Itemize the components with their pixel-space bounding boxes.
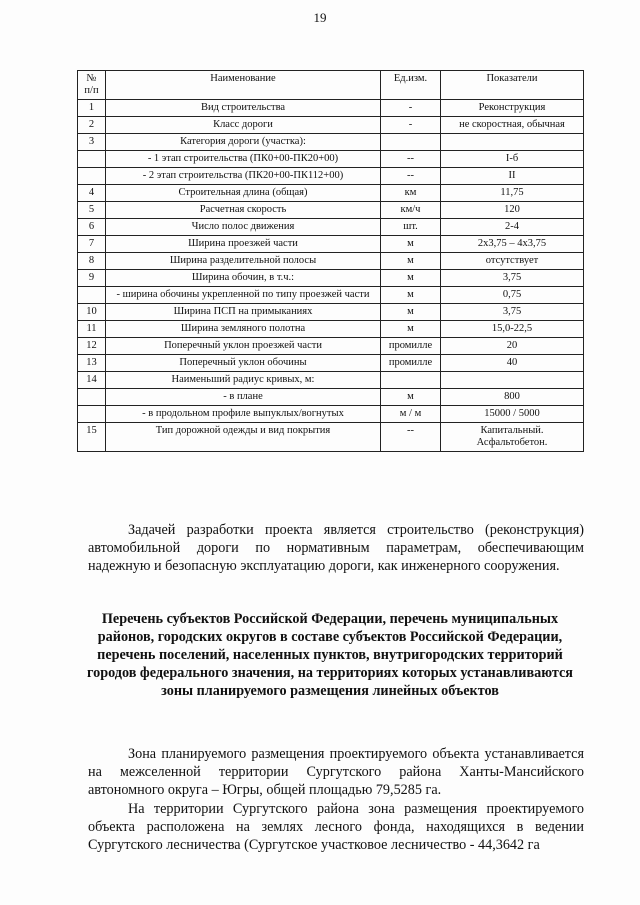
row-unit: м [381, 236, 441, 253]
page-number: 19 [313, 10, 327, 25]
row-value: 2-4 [441, 219, 584, 236]
row-name: - ширина обочины укрепленной по типу проезжей части [106, 287, 381, 304]
row-number: 5 [78, 202, 106, 219]
row-number: 14 [78, 372, 106, 389]
road-parameters-table [77, 70, 584, 452]
row-unit: -- [381, 168, 441, 185]
row-name: Вид строительства [106, 100, 381, 117]
row-number [78, 151, 106, 168]
table-header-row [78, 71, 584, 100]
row-number: 10 [78, 304, 106, 321]
row-value: 3,75 [441, 270, 584, 287]
row-value: Реконструкция [441, 100, 584, 117]
row-value: Капитальный. Асфальтобетон. [441, 423, 584, 452]
row-unit: - [381, 117, 441, 134]
row-unit: м [381, 321, 441, 338]
table-row [78, 406, 584, 423]
table-row [78, 304, 584, 321]
row-number [78, 168, 106, 185]
section-heading: Перечень субъектов Российской Федерации, перечень муниципальных районов, городских округов в составе субъектов Российской Федерации, перечень поселений, населенных пунктов, внутригородских территорий городов федерального значения, на территориях которых устанавливаются зоны планируемого размещения линейных объектов [87, 611, 573, 699]
row-unit [381, 372, 441, 389]
row-value: не скоростная, обычная [441, 117, 584, 134]
row-unit: км [381, 185, 441, 202]
row-unit: м [381, 270, 441, 287]
row-value [441, 134, 584, 151]
row-name: Число полос движения [106, 219, 381, 236]
table-row [78, 253, 584, 270]
row-value: 3,75 [441, 304, 584, 321]
row-number: 1 [78, 100, 106, 117]
table-row [78, 151, 584, 168]
table-row [78, 100, 584, 117]
row-number: 11 [78, 321, 106, 338]
row-unit: промилле [381, 338, 441, 355]
row-number [78, 287, 106, 304]
row-unit: -- [381, 423, 441, 452]
row-number: 15 [78, 423, 106, 452]
row-number: 4 [78, 185, 106, 202]
row-value: отсутствует [441, 253, 584, 270]
row-value: 2х3,75 – 4х3,75 [441, 236, 584, 253]
table-row [78, 287, 584, 304]
col-header-number: № п/п [78, 71, 106, 100]
row-name: Ширина земляного полотна [106, 321, 381, 338]
row-unit: м [381, 389, 441, 406]
row-value: II [441, 168, 584, 185]
row-name: - в продольном профиле выпуклых/вогнутых [106, 406, 381, 423]
row-name: Поперечный уклон проезжей части [106, 338, 381, 355]
table-row [78, 185, 584, 202]
row-value: 40 [441, 355, 584, 372]
row-name: Тип дорожной одежды и вид покрытия [106, 423, 381, 452]
table-row [78, 236, 584, 253]
row-name: Строительная длина (общая) [106, 185, 381, 202]
row-value [441, 372, 584, 389]
table-row [78, 321, 584, 338]
row-number: 6 [78, 219, 106, 236]
row-value: 20 [441, 338, 584, 355]
row-value: 800 [441, 389, 584, 406]
row-number [78, 406, 106, 423]
row-value: 15000 / 5000 [441, 406, 584, 423]
row-unit [381, 134, 441, 151]
table-row [78, 202, 584, 219]
row-name: Класс дороги [106, 117, 381, 134]
row-name: Ширина проезжей части [106, 236, 381, 253]
table-row [78, 270, 584, 287]
row-value: I-б [441, 151, 584, 168]
paragraph-project-goal: Задачей разработки проекта является строительство (реконструкция) автомобильной дороги по нормативным параметрам, обеспечивающим надежную и безопасную эксплуатацию дороги, как инженерного сооружения. [88, 522, 584, 574]
paragraph-forest: На территории Сургутского района зона размещения проектируемого объекта расположена на землях лесного фонда, находящихся в ведении Сургутского лесничества (Сургутское участковое лесничество - 44,3642 га [88, 801, 584, 853]
row-number: 3 [78, 134, 106, 151]
row-unit: -- [381, 151, 441, 168]
row-value: 11,75 [441, 185, 584, 202]
table-row [78, 355, 584, 372]
row-name: - 2 этап строительства (ПК20+00-ПК112+00) [106, 168, 381, 185]
table-row [78, 134, 584, 151]
row-number: 13 [78, 355, 106, 372]
col-header-unit: Ед.изм. [381, 71, 441, 100]
row-unit: м [381, 304, 441, 321]
row-number: 12 [78, 338, 106, 355]
row-unit: шт. [381, 219, 441, 236]
table-row [78, 168, 584, 185]
table-row [78, 338, 584, 355]
row-name: Ширина ПСП на примыканиях [106, 304, 381, 321]
row-unit: м [381, 287, 441, 304]
row-number: 9 [78, 270, 106, 287]
table-row [78, 423, 584, 452]
row-value: 0,75 [441, 287, 584, 304]
row-unit: м [381, 253, 441, 270]
row-name: Расчетная скорость [106, 202, 381, 219]
row-name: Категория дороги (участка): [106, 134, 381, 151]
row-unit: км/ч [381, 202, 441, 219]
row-name: Ширина разделительной полосы [106, 253, 381, 270]
row-unit: - [381, 100, 441, 117]
row-name: - в плане [106, 389, 381, 406]
table-row [78, 117, 584, 134]
paragraph-zone: Зона планируемого размещения проектируемого объекта устанавливается на межселенной территории Сургутского района Ханты-Мансийского автономного округа – Югры, общей площадью 79,5285 га. [88, 746, 584, 798]
row-number: 2 [78, 117, 106, 134]
row-name: - 1 этап строительства (ПК0+00-ПК20+00) [106, 151, 381, 168]
row-name: Ширина обочин, в т.ч.: [106, 270, 381, 287]
col-header-value: Показатели [441, 71, 584, 100]
row-number [78, 389, 106, 406]
row-number: 8 [78, 253, 106, 270]
row-value: 120 [441, 202, 584, 219]
row-number: 7 [78, 236, 106, 253]
table-row [78, 389, 584, 406]
row-unit: промилле [381, 355, 441, 372]
row-name: Поперечный уклон обочины [106, 355, 381, 372]
row-name: Наименьший радиус кривых, м: [106, 372, 381, 389]
table-row [78, 219, 584, 236]
row-unit: м / м [381, 406, 441, 423]
table-row [78, 372, 584, 389]
row-value: 15,0-22,5 [441, 321, 584, 338]
col-header-name: Наименование [106, 71, 381, 100]
